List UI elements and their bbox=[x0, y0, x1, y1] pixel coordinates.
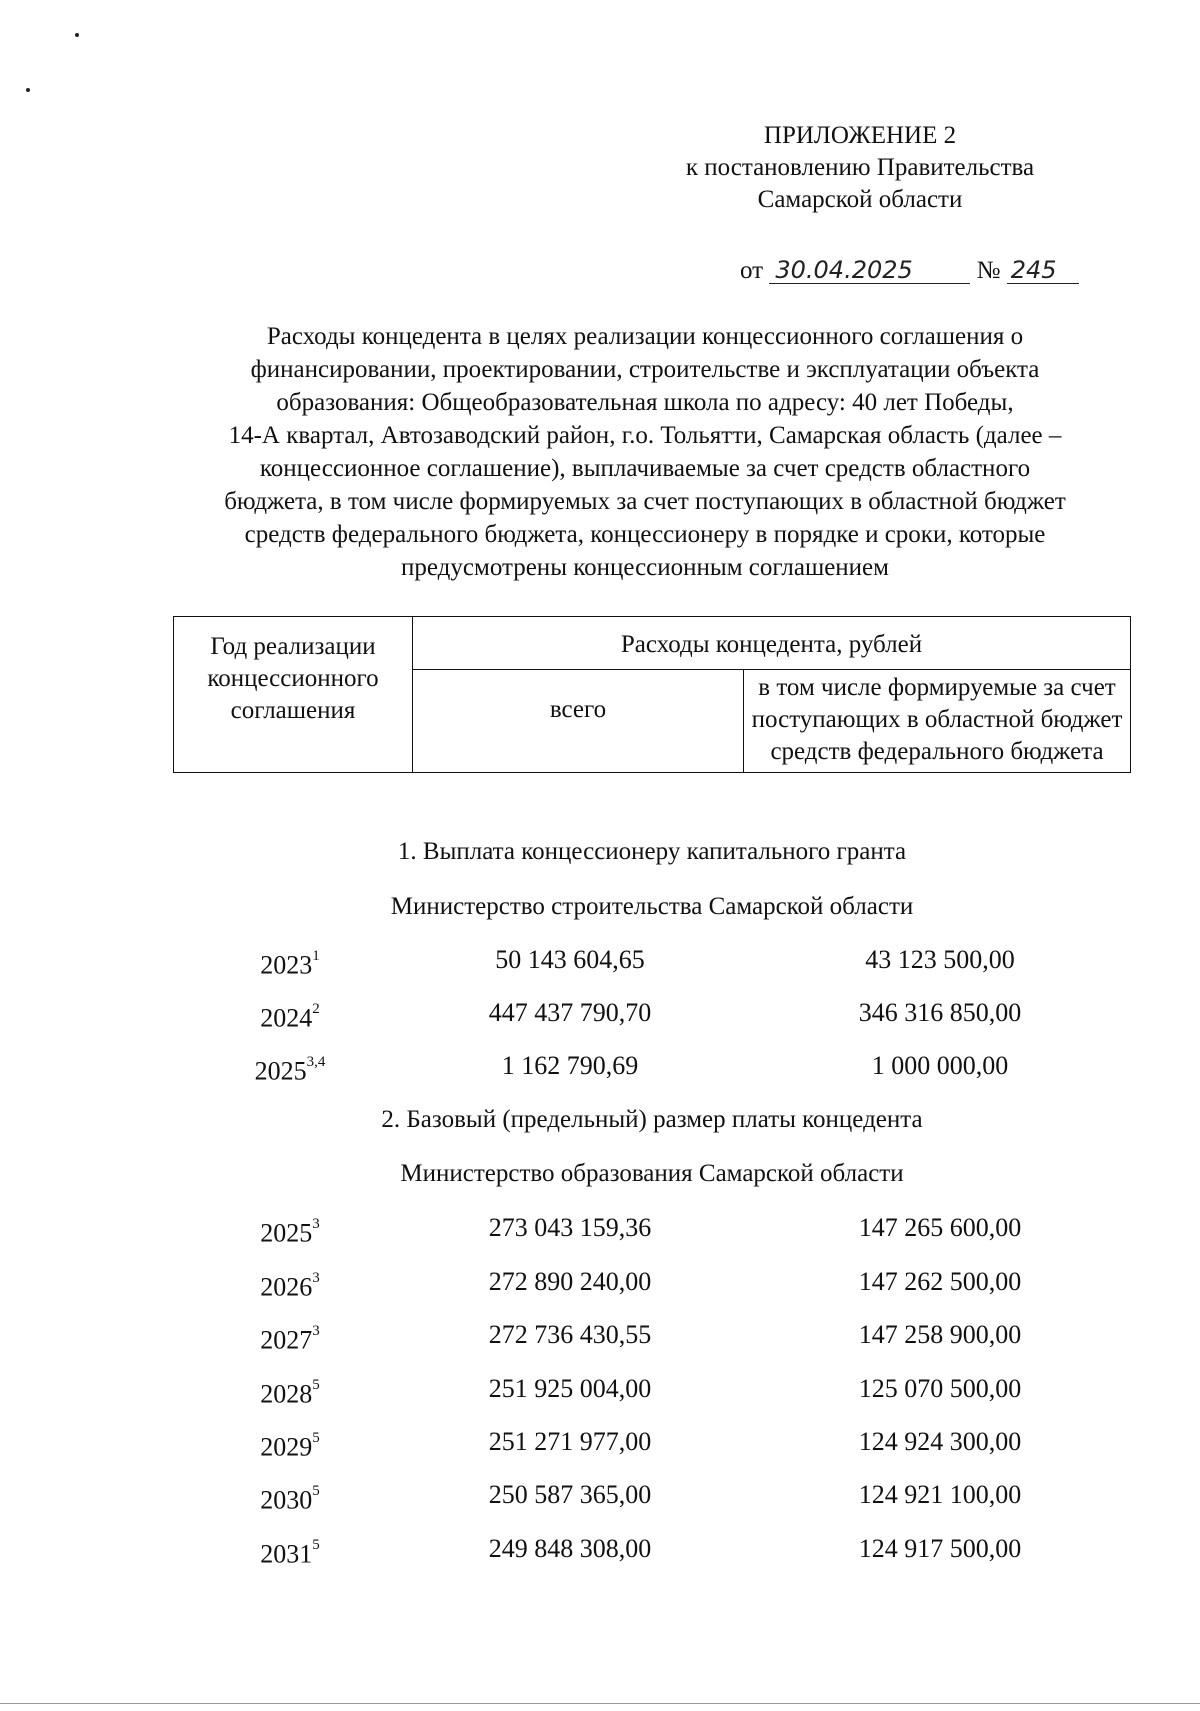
col-year-header: Год реализации концессионного соглашения bbox=[174, 617, 413, 773]
row-year: 2023$^1$ bbox=[260, 948, 320, 980]
row-year: 2025$^3$ bbox=[260, 1216, 320, 1248]
footnote-mark: 3 bbox=[312, 1270, 320, 1286]
row-year: 2026$^3$ bbox=[260, 1270, 320, 1302]
footnote-mark: 5 bbox=[312, 1377, 320, 1393]
row-year: 2030$^5$ bbox=[260, 1483, 320, 1515]
row-total: 251 925 004,00 bbox=[488, 1374, 652, 1403]
footnote-mark: 3,4 bbox=[306, 1054, 326, 1070]
scan-speck bbox=[75, 33, 79, 37]
table-row bbox=[0, 1210, 1200, 1246]
row-federal: 147 262 500,00 bbox=[858, 1267, 1022, 1296]
heading-line: финансировании, проектировании, строительстве и эксплуатации объекта bbox=[250, 356, 1040, 383]
table-row bbox=[0, 1424, 1200, 1460]
table-row bbox=[0, 942, 1200, 978]
row-total: 447 437 790,70 bbox=[488, 998, 652, 1027]
appendix-line-2: Самарской области bbox=[757, 186, 963, 213]
footnote-mark: 2 bbox=[312, 1001, 320, 1017]
appendix-title: ПРИЛОЖЕНИЕ 2 bbox=[763, 122, 957, 149]
section-ministry: Министерство образования Самарской области bbox=[400, 1160, 904, 1187]
row-year: 2024$^2$ bbox=[260, 1001, 320, 1033]
row-federal: 147 265 600,00 bbox=[858, 1213, 1022, 1242]
table-row bbox=[0, 995, 1200, 1031]
section-ministry: Министерство строительства Самарской области bbox=[390, 893, 914, 920]
table-row bbox=[0, 1264, 1200, 1300]
handwritten-date: 30.04.2025 bbox=[769, 257, 970, 284]
document-heading bbox=[165, 320, 1125, 584]
heading-line: концессионное соглашение), выплачиваемые за счет средств областного bbox=[259, 455, 1031, 482]
row-total: 272 736 430,55 bbox=[488, 1320, 652, 1349]
from-label: от bbox=[740, 257, 764, 284]
heading-line: 14-А квартал, Автозаводский район, г.о. Тольятти, Самарская область (далее – bbox=[228, 422, 1062, 449]
row-total: 1 162 790,69 bbox=[501, 1051, 639, 1080]
row-year: 2027$^3$ bbox=[260, 1323, 320, 1355]
footnote-mark: 3 bbox=[312, 1216, 320, 1232]
table-row bbox=[0, 1371, 1200, 1407]
row-federal: 124 924 300,00 bbox=[858, 1427, 1022, 1456]
row-total: 251 271 977,00 bbox=[488, 1427, 652, 1456]
heading-line: Расходы концедента в целях реализации концессионного соглашения о bbox=[266, 323, 1024, 350]
table-row bbox=[0, 1531, 1200, 1567]
row-total: 273 043 159,36 bbox=[488, 1213, 652, 1242]
row-federal: 124 917 500,00 bbox=[858, 1534, 1022, 1563]
footnote-mark: 5 bbox=[312, 1537, 320, 1553]
footnote-mark: 5 bbox=[312, 1483, 320, 1499]
table-row bbox=[0, 1048, 1200, 1084]
table-row bbox=[0, 1477, 1200, 1513]
col-total-header: всего bbox=[413, 670, 744, 773]
row-federal: 147 258 900,00 bbox=[858, 1320, 1022, 1349]
row-year: 2025$^{3,4}$ bbox=[254, 1054, 326, 1086]
expenses-table-header bbox=[173, 616, 1131, 773]
row-year: 2029$^5$ bbox=[260, 1430, 320, 1462]
footnote-mark: 5 bbox=[312, 1430, 320, 1446]
row-total: 250 587 365,00 bbox=[488, 1480, 652, 1509]
heading-line: средств федерального бюджета, концессионеру в порядке и сроки, которые bbox=[244, 521, 1046, 548]
row-total: 249 848 308,00 bbox=[488, 1534, 652, 1563]
row-federal: 125 070 500,00 bbox=[858, 1374, 1022, 1403]
row-year: 2031$^5$ bbox=[260, 1537, 320, 1569]
heading-line: образования: Общеобразовательная школа по адресу: 40 лет Победы, bbox=[276, 389, 1014, 416]
row-federal: 43 123 500,00 bbox=[865, 945, 1015, 974]
row-year: 2028$^5$ bbox=[260, 1377, 320, 1409]
scan-speck bbox=[26, 88, 30, 92]
row-federal: 346 316 850,00 bbox=[858, 998, 1022, 1027]
scan-edge-line bbox=[0, 1703, 1200, 1704]
section-title: 1. Выплата концессионеру капитального гранта bbox=[397, 838, 907, 865]
handwritten-number: 245 bbox=[1007, 257, 1079, 284]
footnote-mark: 1 bbox=[312, 948, 320, 964]
row-total: 272 890 240,00 bbox=[488, 1267, 652, 1296]
order-date-number bbox=[740, 255, 1079, 287]
appendix-line-1: к постановлению Правительства bbox=[685, 154, 1035, 181]
table-row bbox=[0, 1317, 1200, 1353]
footnote-mark: 3 bbox=[312, 1323, 320, 1339]
row-total: 50 143 604,65 bbox=[495, 945, 645, 974]
col-federal-header: в том числе формируемые за счет поступающих в областной бюджет средств федерального бюджета bbox=[744, 670, 1131, 773]
section-title: 2. Базовый (предельный) размер платы концедента bbox=[381, 1106, 923, 1133]
heading-line: бюджета, в том числе формируемых за счет поступающих в областной бюджет bbox=[224, 488, 1066, 515]
row-federal: 124 921 100,00 bbox=[858, 1480, 1022, 1509]
heading-line: предусмотрены концессионным соглашением bbox=[401, 554, 889, 581]
appendix-header bbox=[680, 120, 1040, 216]
col-expenses-header: Расходы концедента, рублей bbox=[413, 617, 1131, 670]
number-label: № bbox=[976, 257, 1001, 284]
row-federal: 1 000 000,00 bbox=[871, 1051, 1009, 1080]
